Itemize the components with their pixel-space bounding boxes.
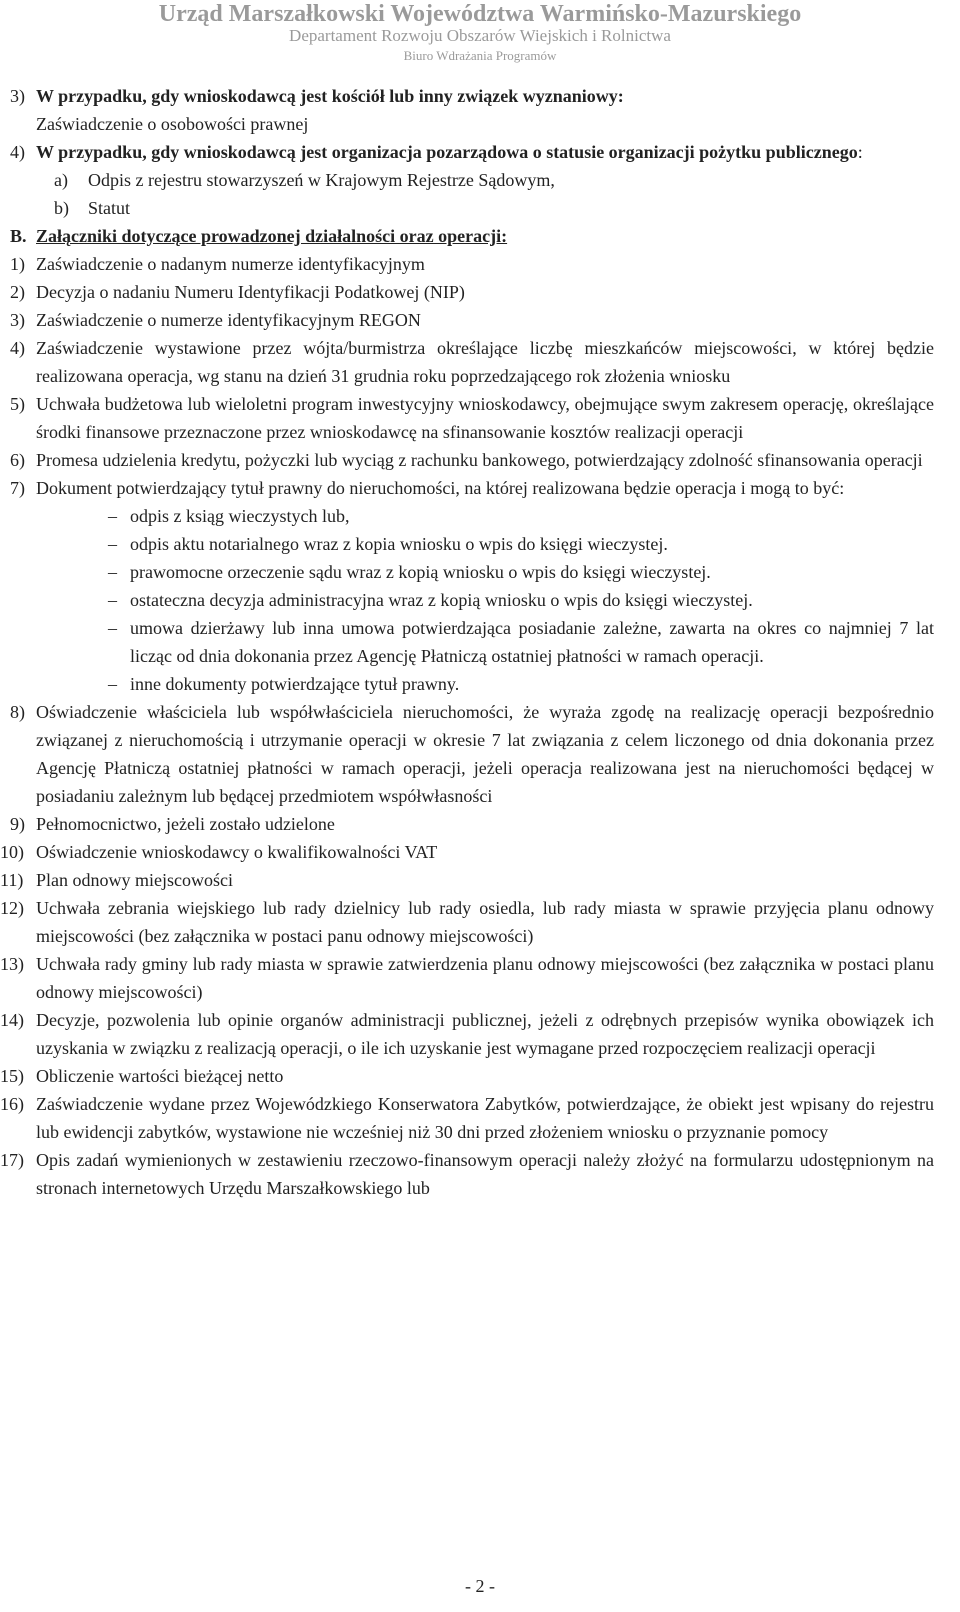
item-number: 3) [10,310,25,330]
header-department: Departament Rozwoju Obszarów Wiejskich i Rolnictwa [289,26,671,45]
item-text: Uchwała rady gminy lub rady miasta w sprawie zatwierdzenia planu odnowy miejscowości (bez załącznika w postaci planu odnowy miejscowości) [36,954,934,1002]
item-text: Uchwała zebrania wiejskiego lub rady dzielnicy lub rady osiedla, lub rady miasta w sprawie przyjęcia planu odnowy miejscowości (bez załącznika w postaci panu odnowy miejscowości) [36,898,934,946]
item-text: Promesa udzielenia kredytu, pożyczki lub wyciąg z rachunku bankowego, potwierdzający zdolność sfinansowania operacji [36,450,923,470]
dash-text: odpis aktu notarialnego wraz z kopia wniosku o wpis do księgi wieczystej. [130,534,668,554]
sub-text: Statut [88,198,131,218]
item-text: Oświadczenie właściciela lub współwłaściciela nieruchomości, że wyraża zgodę na realizację operacji bezpośrednio związanej z nieruchomością i utrzymanie operacji w okresie 7 lat związania z celem liczonego od dnia dokonania przez Agencję Płatniczą ostatniej płatności w ramach operacji, jeżeli operacja realizowana jest na nieruchomości będącej w posiadaniu zależnym lub będącej przedmiotem współwłasności [36,702,934,806]
item-text: Oświadczenie wnioskodawcy o kwalifikowalności VAT [36,842,438,862]
item-text: Zaświadczenie o osobowości prawnej [36,114,309,134]
dash-mark: – [108,506,117,526]
section-title: Załączniki dotyczące prowadzonej działalności oraz operacji: [36,226,508,246]
item-heading: W przypadku, gdy wnioskodawcą jest organizacja pozarządowa o statusie organizacji pożytku publicznego [36,142,858,162]
dash-text: odpis z ksiąg wieczystych lub, [130,506,350,526]
list-item [0,866,960,894]
item-number: 2) [10,282,25,302]
dash-mark: – [108,618,117,638]
section-heading [0,222,960,250]
item-number: 1) [10,254,25,274]
list-item [0,250,960,278]
item-text: Zaświadczenie wystawione przez wójta/burmistrza określające liczbę mieszkańców miejscowości, w której będzie realizowana operacja, wg stanu na dzień 31 grudnia roku poprzedzającego rok złożenia wniosku [36,338,934,386]
list-item [0,334,960,390]
list-item [0,306,960,334]
header-office: Biuro Wdrażania Programów [403,48,557,63]
sub-item [0,194,960,222]
page-number: - 2 - [465,1576,495,1596]
dash-mark: – [108,534,117,554]
list-item [0,698,960,810]
item-text: Zaświadczenie o numerze identyfikacyjnym REGON [36,310,421,330]
dash-item [0,614,960,670]
sub-text: Odpis z rejestru stowarzyszeń w Krajowym Rejestrze Sądowym, [88,170,555,190]
list-item [0,838,960,866]
item-number: 13) [0,954,24,974]
item-number: 17) [0,1150,24,1170]
item-text: Pełnomocnictwo, jeżeli zostało udzielone [36,814,335,834]
item-number: 7) [10,478,25,498]
item-number: 5) [10,394,25,414]
dash-mark: – [108,562,117,582]
sub-letter: a) [54,170,68,190]
list-item [0,1090,960,1146]
dash-item [0,586,960,614]
list-item [0,950,960,1006]
item-text: Opis zadań wymienionych w zestawieniu rzeczowo-finansowym operacji należy złożyć na formularzu udostępnionym na stronach internetowych Urzędu Marszałkowskiego lub [36,1150,934,1198]
dash-text: inne dokumenty potwierdzające tytuł prawny. [130,674,460,694]
list-item [0,810,960,838]
item-number: 11) [0,870,24,890]
list-item [0,894,960,950]
item-text: Uchwała budżetowa lub wieloletni program inwestycyjny wnioskodawcy, obejmujące swym zakresem operację, określające środki finansowe przeznaczone przez wnioskodawcę na sfinansowanie kosztów realizacji operacji [36,394,934,442]
item-text: Decyzja o nadaniu Numeru Identyfikacji Podatkowej (NIP) [36,282,465,302]
item-number: 12) [0,898,24,918]
item-number: 10) [0,842,24,862]
item-number: 9) [10,814,25,834]
list-item [0,278,960,306]
item-text: Decyzje, pozwolenia lub opinie organów administracji publicznej, jeżeli z odrębnych przepisów wynika obowiązek ich uzyskania w związku z realizacją operacji, o ile ich uzyskanie jest wymagane przed rozpoczęciem realizacji operacji [36,1010,934,1058]
item-text: Zaświadczenie wydane przez Wojewódzkiego Konserwatora Zabytków, potwierdzające, że obiekt jest wpisany do rejestru lub ewidencji zabytków, wystawione nie wcześniej niż 30 dni przed złożeniem wniosku o przyznanie pomocy [36,1094,934,1142]
list-item [0,446,960,474]
dash-mark: – [108,674,117,694]
dash-item [0,530,960,558]
section-letter: B. [10,226,27,246]
item-number: 14) [0,1010,24,1030]
dash-item [0,558,960,586]
list-item [0,82,960,138]
item-text: Zaświadczenie o nadanym numerze identyfikacyjnym [36,254,425,274]
item-number: 15) [0,1066,24,1086]
list-item [0,1146,960,1202]
item-number: 3) [10,86,25,106]
item-number: 8) [10,702,25,722]
item-number: 4) [10,142,25,162]
list-item [0,474,960,502]
dash-text: prawomocne orzeczenie sądu wraz z kopią wniosku o wpis do księgi wieczystej. [130,562,711,582]
document-body [0,82,960,1202]
list-item [0,138,960,166]
item-number: 4) [10,338,25,358]
list-item [0,390,960,446]
item-text: Dokument potwierdzający tytuł prawny do nieruchomości, na której realizowana będzie operacja i mogą to być: [36,478,845,498]
sub-letter: b) [54,198,69,218]
dash-mark: – [108,590,117,610]
list-item [0,1062,960,1090]
item-heading: W przypadku, gdy wnioskodawcą jest kościół lub inny związek wyznaniowy: [36,86,624,106]
item-number: 6) [10,450,25,470]
item-number: 16) [0,1094,24,1114]
dash-item [0,670,960,698]
dash-item [0,502,960,530]
item-text: Plan odnowy miejscowości [36,870,233,890]
header-institution: Urząd Marszałkowski Województwa Warmińsko-Mazurskiego [158,1,802,27]
item-text: Obliczenie wartości bieżącej netto [36,1066,284,1086]
dash-text: ostateczna decyzja administracyjna wraz z kopią wniosku o wpis do księgi wieczystej. [130,590,753,610]
sub-item [0,166,960,194]
item-text: : [857,142,863,162]
list-item [0,1006,960,1062]
dash-text: umowa dzierżawy lub inna umowa potwierdzająca posiadanie zależne, zawarta na okres co najmniej 7 lat licząc od dnia dokonania przez Agencję Płatniczą ostatniej płatności w ramach operacji. [130,618,934,666]
